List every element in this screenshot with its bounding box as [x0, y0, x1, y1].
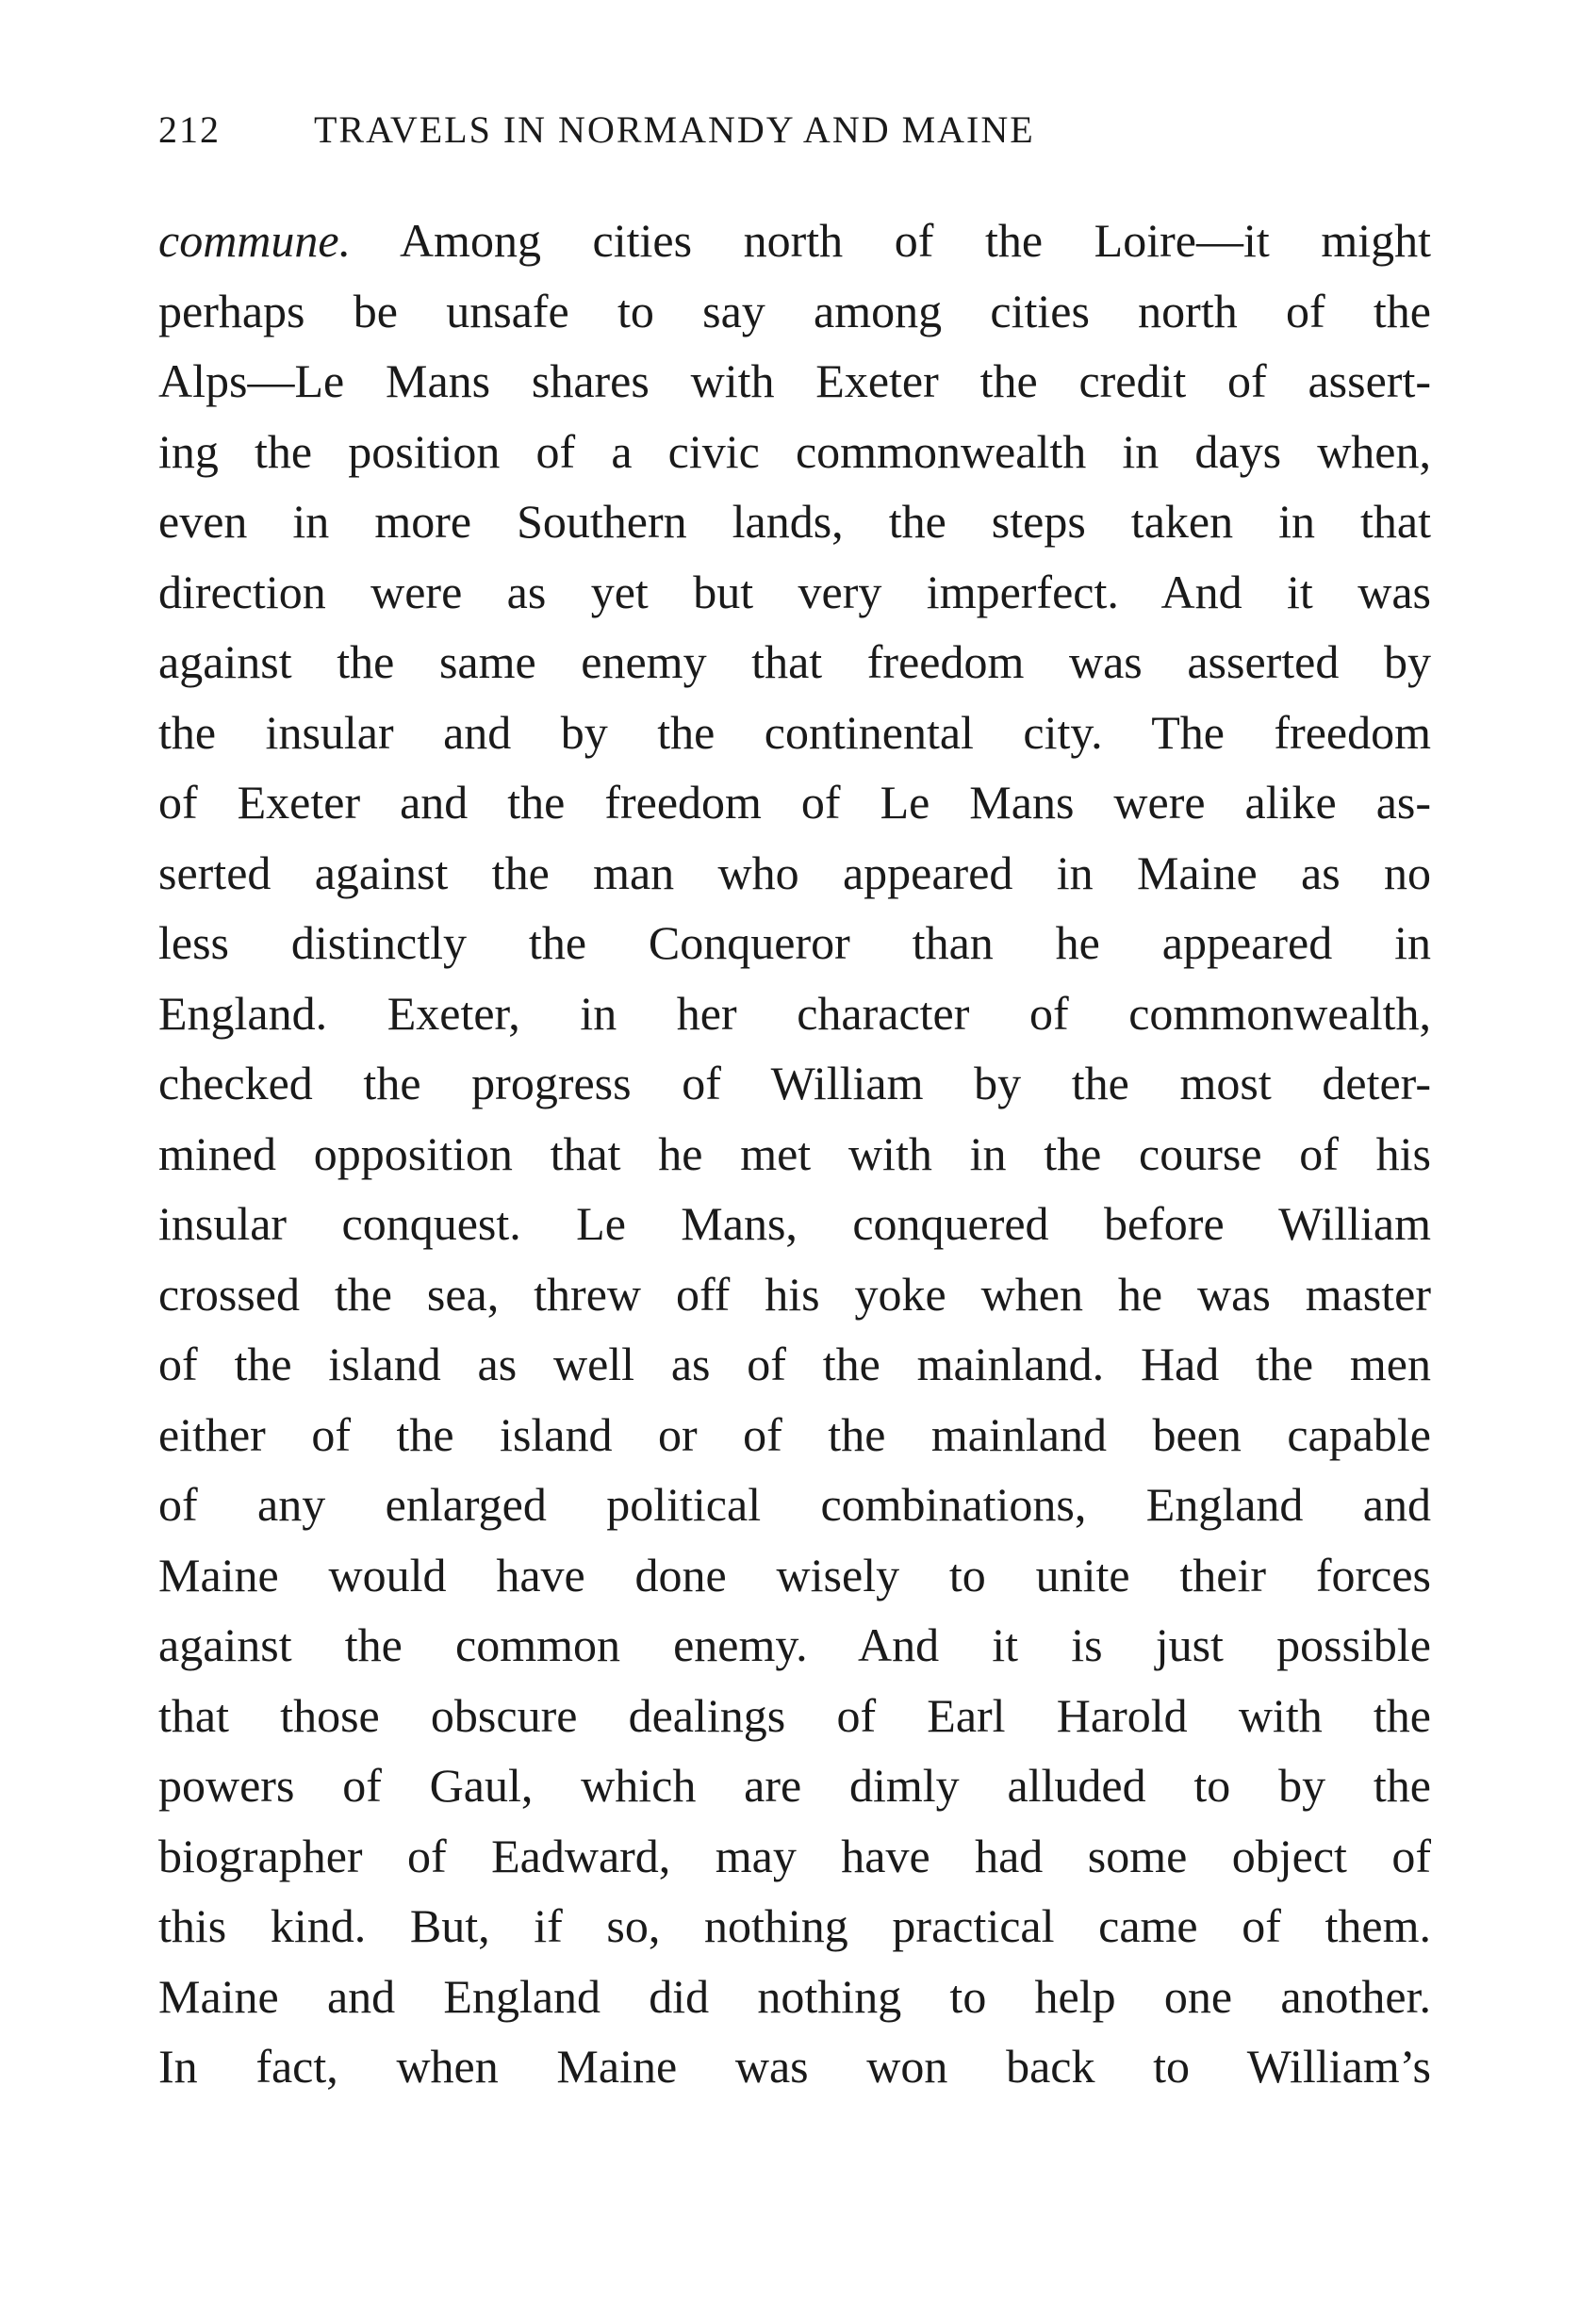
- text-line: perhaps be unsafe to say among cities north of the: [158, 284, 1431, 337]
- page-number: 212: [158, 108, 221, 151]
- text-line: ing the position of a civic commonwealth in days when,: [158, 424, 1431, 478]
- text-line: Maine would have done wisely to unite their forces: [158, 1548, 1431, 1601]
- italic-word: commune.: [158, 214, 352, 267]
- text-line-content: Among cities north of the Loire—it might: [399, 214, 1432, 267]
- running-head: [158, 102, 1431, 158]
- text-line: of the island as well as of the mainland. Had the men: [158, 1338, 1431, 1390]
- text-line: biographer of Eadward, may have had some object of: [158, 1829, 1431, 1882]
- text-line: Alps—Le Mans shares with Exeter the credit of assert-: [158, 354, 1431, 407]
- text-line: Maine and England did nothing to help one another.: [158, 1969, 1431, 2023]
- text-line: checked the progress of William by the most deter-: [158, 1057, 1431, 1109]
- text-line: [158, 205, 1431, 276]
- text-line: In fact, when Maine was won back to William’s: [158, 2040, 1431, 2093]
- text-line: of Exeter and the freedom of Le Mans were alike as-: [158, 776, 1431, 829]
- text-line: either of the island or of the mainland been capable: [158, 1407, 1431, 1461]
- text-line: even in more Southern lands, the steps taken in that: [158, 495, 1431, 548]
- text-line: against the common enemy. And it is just possible: [158, 1618, 1431, 1671]
- running-title: TRAVELS IN NORMANDY AND MAINE: [314, 108, 1035, 151]
- text-line: crossed the sea, threw off his yoke when he was master: [158, 1267, 1431, 1321]
- text-line: England. Exeter, in her character of commonwealth,: [158, 986, 1431, 1040]
- text-line: mined opposition that he met with in the course of his: [158, 1126, 1431, 1180]
- text-line: serted against the man who appeared in Maine as no: [158, 846, 1431, 899]
- text-line: direction were as yet but very imperfect. And it was: [158, 565, 1431, 618]
- text-line: this kind. But, if so, nothing practical came of them.: [158, 1899, 1431, 1952]
- text-line: the insular and by the continental city. The freedom: [158, 705, 1431, 759]
- text-line: against the same enemy that freedom was asserted by: [158, 635, 1431, 688]
- body-text: [158, 205, 1431, 2102]
- text-line: that those obscure dealings of Earl Harold with the: [158, 1688, 1431, 1742]
- text-line: less distinctly the Conqueror than he appeared in: [158, 916, 1431, 969]
- text-line: of any enlarged political combinations, England and: [158, 1478, 1431, 1531]
- text-line: powers of Gaul, which are dimly alluded to by the: [158, 1759, 1431, 1812]
- text-line: insular conquest. Le Mans, conquered before William: [158, 1197, 1431, 1250]
